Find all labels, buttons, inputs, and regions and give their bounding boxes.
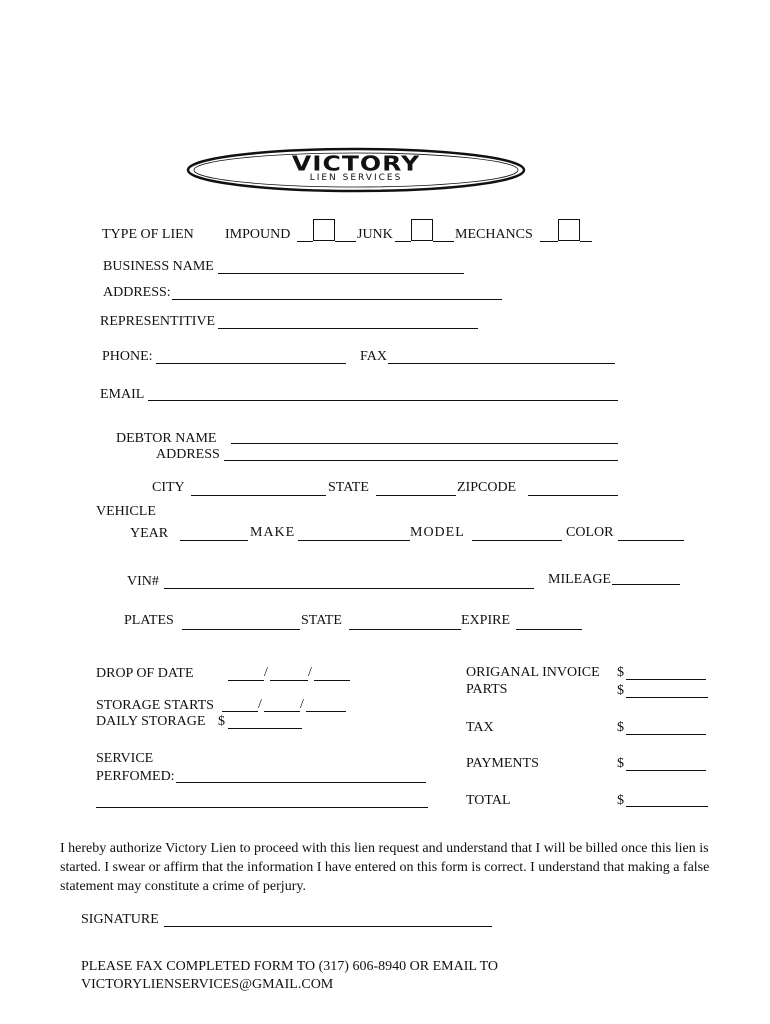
logo-title: VICTORY: [291, 151, 421, 176]
vin-field[interactable]: [164, 588, 534, 589]
fax-instructions-line1: PLEASE FAX COMPLETED FORM TO (317) 606-8940 OR EMAIL TO: [81, 959, 499, 974]
address-label: ADDRESS:: [103, 285, 171, 300]
debtor-name-field[interactable]: [231, 443, 618, 444]
representitive-field[interactable]: [218, 328, 478, 329]
total-label: TOTAL: [466, 793, 511, 808]
model-field[interactable]: [472, 540, 562, 541]
phone-field[interactable]: [156, 363, 346, 364]
mechancs-underline-2: [580, 241, 592, 242]
year-field[interactable]: [180, 540, 248, 541]
city-label: CITY: [152, 480, 185, 495]
zipcode-label: ZIPCODE: [457, 480, 517, 495]
impound-underline: [297, 241, 313, 242]
debtor-name-label: DEBTOR NAME: [116, 431, 217, 446]
representitive-label: REPRESENTITIVE: [100, 314, 216, 329]
service-performed-field[interactable]: [176, 782, 426, 783]
tax-label: TAX: [466, 720, 494, 735]
tax-dollar: $: [617, 720, 624, 735]
make-field[interactable]: [298, 540, 410, 541]
email-label: EMAIL: [100, 387, 145, 402]
payments-label: PAYMENTS: [466, 756, 539, 771]
business-name-label: BUSINESS NAME: [103, 259, 214, 274]
service-label: SERVICE: [96, 751, 154, 766]
junk-underline: [395, 241, 411, 242]
debtor-state-field[interactable]: [376, 495, 456, 496]
original-invoice-dollar: $: [617, 665, 624, 680]
parts-label: PARTS: [466, 682, 508, 697]
vehicle-heading: VEHICLE: [96, 504, 156, 519]
signature-label: SIGNATURE: [81, 912, 159, 927]
fax-instructions-email: VICTORYLIENSERVICES@GMAIL.COM: [81, 977, 334, 992]
daily-storage-label: DAILY STORAGE: [96, 714, 206, 729]
mechancs-checkbox[interactable]: [558, 219, 580, 241]
daily-storage-dollar: $: [218, 714, 225, 729]
date-separator: /: [308, 665, 312, 680]
phone-label: PHONE:: [102, 349, 153, 364]
plates-field[interactable]: [182, 629, 300, 630]
plates-label: PLATES: [124, 613, 174, 628]
junk-underline-2: [433, 241, 454, 242]
original-invoice-field[interactable]: [626, 679, 706, 680]
impound-underline-2: [335, 241, 356, 242]
city-field[interactable]: [191, 495, 326, 496]
make-label: MAKE: [250, 525, 296, 540]
fax-field[interactable]: [388, 363, 615, 364]
vehicle-state-label: STATE: [301, 613, 342, 628]
color-field[interactable]: [618, 540, 684, 541]
expire-label: EXPIRE: [461, 613, 510, 628]
mileage-label: MILEAGE: [548, 572, 611, 587]
parts-field[interactable]: [626, 697, 708, 698]
vin-label: VIN#: [127, 574, 159, 589]
service-performed-field-2[interactable]: [96, 807, 428, 808]
signature-field[interactable]: [164, 926, 492, 927]
original-invoice-label: ORIGANAL INVOICE: [466, 665, 600, 680]
mechancs-label: MECHANCS: [455, 227, 533, 242]
email-field[interactable]: [148, 400, 618, 401]
type-of-lien-label: TYPE OF LIEN: [102, 227, 194, 242]
business-name-field[interactable]: [218, 273, 464, 274]
fax-label: FAX: [360, 349, 387, 364]
vehicle-state-field[interactable]: [349, 629, 461, 630]
drop-date-day[interactable]: [270, 680, 308, 681]
debtor-address-field[interactable]: [224, 460, 618, 461]
expire-field[interactable]: [516, 629, 582, 630]
impound-label: IMPOUND: [225, 227, 291, 242]
payments-field[interactable]: [626, 770, 706, 771]
payments-dollar: $: [617, 756, 624, 771]
zipcode-field[interactable]: [528, 495, 618, 496]
logo-subtitle: LIEN SERVICES: [309, 173, 403, 183]
perfomed-label: PERFOMED:: [96, 769, 175, 784]
mileage-field[interactable]: [612, 584, 680, 585]
authorization-statement: I hereby authorize Victory Lien to proceed with this lien request and understand that I will be billed once this lien is started. I swear or affirm that the information I have entered on this form is correct. I understand that making a false statement may constitute a crime of perjury.: [60, 841, 710, 894]
storage-starts-day[interactable]: [264, 711, 300, 712]
date-separator: /: [300, 697, 304, 712]
impound-checkbox[interactable]: [313, 219, 335, 241]
mechancs-underline: [540, 241, 558, 242]
model-label: MODEL: [410, 525, 465, 540]
storage-starts-label: STORAGE STARTS: [96, 698, 214, 713]
daily-storage-field[interactable]: [228, 728, 302, 729]
debtor-address-label: ADDRESS: [156, 447, 220, 462]
junk-checkbox[interactable]: [411, 219, 433, 241]
date-separator: /: [258, 697, 262, 712]
parts-dollar: $: [617, 683, 624, 698]
debtor-state-label: STATE: [328, 480, 369, 495]
drop-date-year[interactable]: [314, 680, 350, 681]
address-field[interactable]: [172, 299, 502, 300]
tax-field[interactable]: [626, 734, 706, 735]
year-label: YEAR: [130, 526, 169, 541]
color-label: COLOR: [566, 525, 614, 540]
date-separator: /: [264, 665, 268, 680]
drop-date-month[interactable]: [228, 680, 264, 681]
storage-starts-year[interactable]: [306, 711, 346, 712]
total-dollar: $: [617, 793, 624, 808]
storage-starts-month[interactable]: [222, 711, 258, 712]
total-field[interactable]: [626, 806, 708, 807]
drop-of-date-label: DROP OF DATE: [96, 666, 194, 681]
junk-label: JUNK: [357, 227, 393, 242]
